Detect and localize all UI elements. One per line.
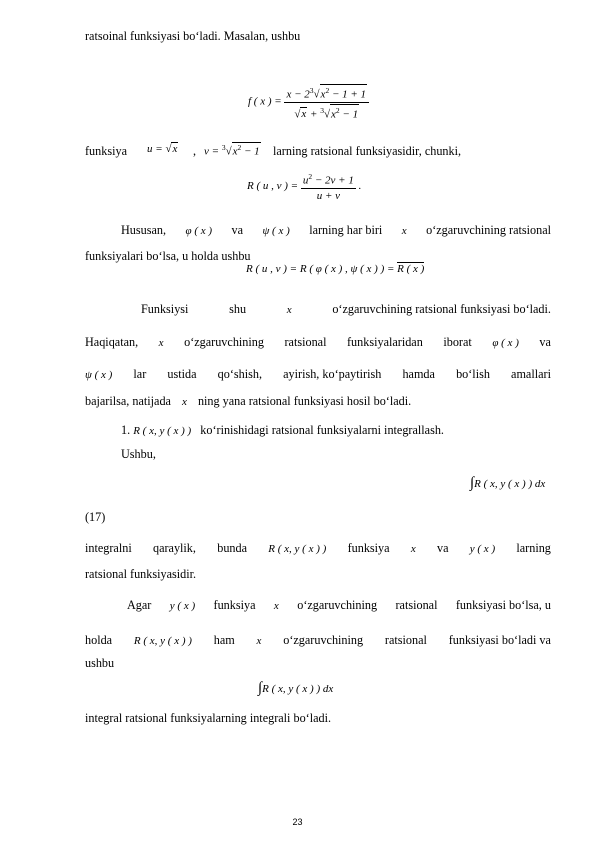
- text: ustida: [167, 367, 197, 381]
- x-symbol: x: [182, 396, 187, 408]
- text: ratsional: [384, 633, 427, 647]
- text: bo‘lish: [456, 367, 490, 381]
- text-line: [273, 144, 461, 159]
- text-line: [127, 598, 551, 614]
- text-line: [85, 29, 551, 44]
- text: bajarilsa, natijada: [85, 394, 171, 408]
- fraction: [301, 171, 356, 202]
- fraction: [284, 84, 369, 120]
- text: va: [539, 335, 551, 349]
- formula-u: u = √x: [147, 143, 178, 155]
- text: funksiyasi bo‘ladi va: [448, 633, 551, 647]
- denominator: $√x + ^3√x^2 - 1$: [294, 105, 359, 121]
- text: ratsional: [284, 335, 327, 349]
- text-line: [85, 633, 551, 649]
- x-symbol: x: [410, 543, 416, 555]
- text: ushbu: [85, 656, 115, 670]
- text: Funksiysi: [141, 302, 189, 316]
- formula-lhs: f ( x ) =: [248, 95, 282, 108]
- text: Agar: [127, 598, 152, 612]
- text: (17): [85, 510, 106, 524]
- formula-v: $v = ^3√x^2 - 1$: [204, 143, 260, 158]
- text: o‘zgaruvchining: [184, 335, 264, 349]
- numerator: [301, 171, 356, 189]
- text: ,: [193, 144, 197, 158]
- formula-lhs: u =: [147, 143, 163, 155]
- x-symbol: x: [401, 225, 407, 237]
- denominator: u + v: [316, 189, 340, 202]
- x-symbol: x: [256, 635, 262, 647]
- num-part: u: [302, 174, 309, 187]
- text: iborat: [443, 335, 472, 349]
- x-symbol: x: [286, 304, 292, 316]
- text: lar: [133, 367, 147, 381]
- text: larning ratsional funksiyasidir, chunki,: [273, 144, 462, 158]
- equation-number: [85, 510, 551, 525]
- text: Hususan,: [121, 223, 167, 237]
- text-line: [121, 223, 551, 239]
- formula-lhs: R ( u , v ) = R ( φ ( x ) , ψ ( x ) ) =: [246, 263, 398, 275]
- text: integralni: [85, 541, 132, 555]
- text-line: [85, 656, 551, 671]
- text: qaraylik,: [152, 541, 196, 555]
- overline-R: R ( x ): [397, 263, 425, 275]
- text: hamda: [402, 367, 435, 381]
- text: qo‘shish,: [217, 367, 263, 381]
- text-line: [85, 335, 551, 351]
- text-line: [85, 144, 127, 159]
- text: integral ratsional funksiyalarning integrali bo‘ladi.: [85, 711, 332, 725]
- integrand: R ( x, y ( x ) ) dx: [474, 478, 546, 490]
- den-part: − 1: [339, 108, 359, 121]
- integral-sign: ∫: [470, 475, 475, 491]
- x-symbol: x: [158, 337, 164, 349]
- y-x-symbol: y ( x ): [169, 600, 196, 612]
- text: va: [231, 223, 243, 237]
- psi-symbol: ψ ( x ): [85, 369, 113, 381]
- text: funksiya: [85, 144, 127, 158]
- R-xy-symbol: R ( x, y ( x ) ): [133, 425, 192, 437]
- text: funksiyalari bo‘lsa, u holda ushbu: [85, 249, 251, 263]
- radicand: x: [172, 143, 178, 155]
- text-line: [121, 447, 551, 462]
- text: o‘zgaruvchining: [283, 633, 364, 647]
- radicand: x: [232, 145, 238, 158]
- text: funksiyalaridan: [347, 335, 423, 349]
- text-line: [141, 302, 551, 318]
- text-line: [85, 367, 551, 383]
- integral-sign: ∫: [258, 680, 263, 696]
- integrand: R ( x, y ( x ) ) dx: [262, 683, 334, 695]
- radicand: x: [301, 108, 307, 121]
- radicand: x: [331, 108, 336, 121]
- exponent: 2: [325, 86, 330, 95]
- root-index: 3: [221, 143, 226, 152]
- den-part: +: [307, 108, 321, 121]
- R-xy-symbol: R ( x, y ( x ) ): [268, 543, 327, 555]
- text-line: [85, 541, 551, 557]
- page-number: 23: [292, 817, 303, 827]
- formula-integral: [470, 475, 545, 492]
- text: ratsoinal funksiyasi bo‘ladi. Masalan, ushbu: [85, 29, 301, 43]
- formula-f-x: [248, 84, 369, 120]
- formula-R-chain: [246, 263, 424, 275]
- text: Haqiqatan,: [85, 335, 139, 349]
- text: shu: [229, 302, 247, 316]
- text: funksiya: [347, 541, 390, 555]
- radicand-rest: − 1: [241, 145, 260, 158]
- text: larning har biri: [309, 223, 383, 237]
- text-line: [85, 567, 551, 582]
- radicand: x: [320, 88, 326, 101]
- formula-integral: [258, 680, 333, 697]
- text: ayirish, ko‘paytirish: [283, 367, 382, 381]
- text: Ushbu,: [121, 447, 156, 461]
- period: .: [358, 179, 362, 192]
- num-part: x − 2: [286, 88, 310, 101]
- text: ratsional: [395, 598, 438, 612]
- text: ham: [213, 633, 235, 647]
- phi-symbol: φ ( x ): [492, 337, 519, 349]
- R-xy-symbol: R ( x, y ( x ) ): [133, 635, 192, 647]
- text: o‘zgaruvchining: [297, 598, 378, 612]
- text: ko‘rinishidagi ratsional funksiyalarni integrallash.: [200, 423, 444, 437]
- text: funksiya: [213, 598, 256, 612]
- exponent: 2: [335, 105, 340, 115]
- num-part: − 1 + 1: [329, 88, 367, 101]
- text: o‘zgaruvchining ratsional: [426, 223, 551, 237]
- numerator: $x - 2^3√x^2 - 1 + 1$: [284, 84, 369, 103]
- text-line: [85, 711, 551, 726]
- formula-lhs: R ( u , v ) =: [247, 179, 299, 192]
- formula-R-uv: [247, 171, 361, 202]
- comma: [193, 144, 196, 159]
- text-line: [121, 423, 551, 439]
- formula-lhs: v =: [204, 145, 220, 158]
- root-index: 3: [309, 86, 314, 95]
- exponent: 2: [308, 172, 313, 181]
- text: holda: [85, 633, 113, 647]
- text-line: [85, 394, 551, 410]
- x-symbol: x: [273, 600, 279, 612]
- text: amallari: [511, 367, 551, 381]
- text-line: [85, 249, 551, 264]
- text: ratsional funksiyasidir.: [85, 567, 197, 581]
- y-x-symbol: y ( x ): [469, 543, 496, 555]
- exponent: 2: [237, 143, 242, 152]
- text: bunda: [217, 541, 248, 555]
- text: va: [436, 541, 449, 555]
- psi-symbol: ψ ( x ): [262, 225, 290, 237]
- num-part: − 2v + 1: [312, 174, 354, 187]
- text: ning yana ratsional funksiyasi hosil bo‘ladi.: [197, 394, 412, 408]
- phi-symbol: φ ( x ): [185, 225, 213, 237]
- text: funksiyasi bo‘lsa, u: [455, 598, 551, 612]
- root-index: 3: [320, 105, 324, 115]
- text: larning: [516, 541, 551, 555]
- text: o‘zgaruvchining ratsional funksiyasi bo‘ladi.: [332, 302, 551, 316]
- text: 1.: [121, 423, 131, 437]
